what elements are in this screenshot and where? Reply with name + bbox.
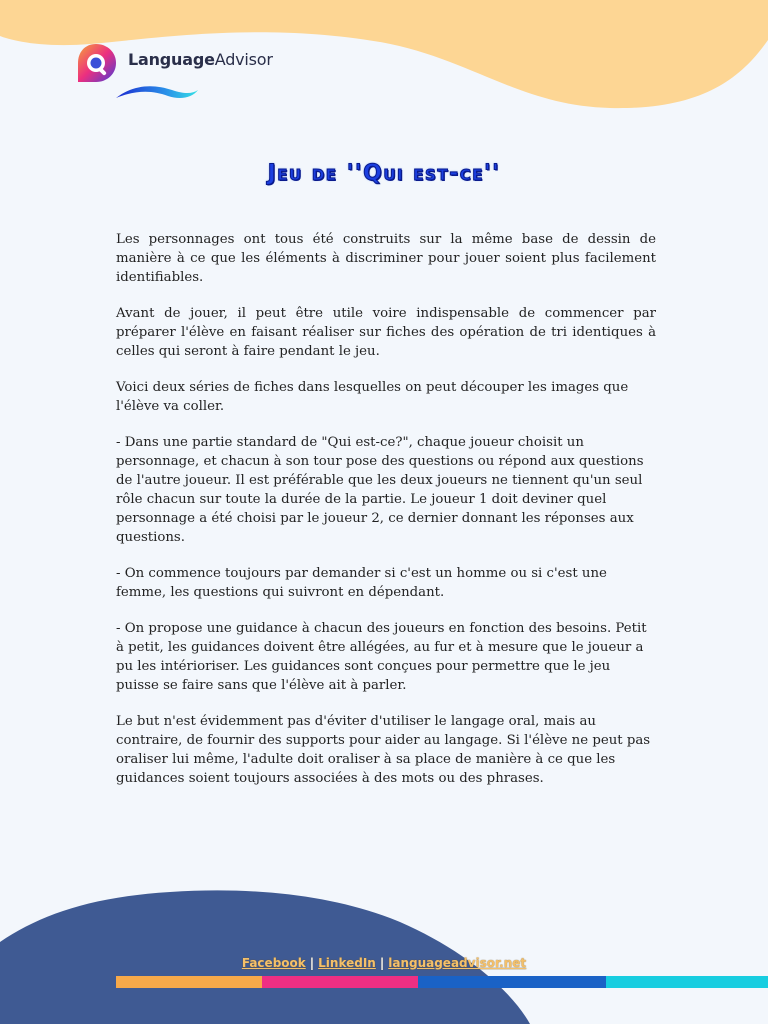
color-bar-cyan (606, 976, 768, 988)
brand-wave-icon (114, 80, 200, 102)
document-body (116, 230, 656, 805)
paragraph-6: - On propose une guidance à chacun des joueurs en fonction des besoins. Petit à petit, les guidances doivent être allégées, au fur et à mesure que le joueur a pu les intérioriser. Les guidances sont conçues pour permettre que le jeu puisse se faire sans que l'élève ait à parler. (116, 621, 647, 693)
paragraph-5: - On commence toujours par demander si c'est un homme ou si c'est une femme, les questions qui suivront en dépendant. (116, 566, 607, 600)
footer-color-bar (116, 976, 768, 988)
color-bar-pink (262, 976, 418, 988)
paragraph-2: Avant de jouer, il peut être utile voire indispensable de commencer par préparer l'élève en faisant réaliser sur fiches des opération de tri identiques à celles qui seront à faire pendant le jeu. (116, 306, 656, 359)
color-bar-blue (418, 976, 606, 988)
paragraph-1: Les personnages ont tous été construits sur la même base de dessin de manière à ce que les éléments à discriminer pour jouer soient plus facilement identifiables. (116, 232, 656, 285)
website-link[interactable]: languageadvisor.net (388, 956, 527, 970)
facebook-link[interactable]: Facebook (241, 956, 306, 970)
paragraph-4: - Dans une partie standard de "Qui est-ce?", chaque joueur choisit un personnage, et chacun à son tour pose des questions ou répond aux questions de l'autre joueur. Il est préférable que les deux joueurs ne tiennent qu'un seul rôle chacun sur toute la durée de la partie. Le joueur 1 doit deviner quel personnage a été choisi par le joueur 2, ce dernier donnant les réponses aux questions. (116, 435, 644, 545)
footer-separator: | (309, 956, 315, 970)
paragraph-3: Voici deux séries de fiches dans lesquelles on peut découper les images que l'élève va coller. (116, 380, 629, 414)
footer-links (0, 956, 768, 970)
footer-separator: | (379, 956, 385, 970)
brand-logo[interactable] (74, 42, 274, 104)
page-title: Jeu de ''Qui est-ce'' (267, 161, 501, 186)
color-bar-orange (116, 976, 262, 988)
paragraph-7: Le but n'est évidemment pas d'éviter d'utiliser le langage oral, mais au contraire, de fournir des supports pour aider au langage. Si l'élève ne peut pas oraliser lui même, l'adulte doit oraliser à sa place de manière à ce que les guidances soient toujours associées à des mots ou des phrases. (116, 714, 651, 786)
brand-name: LanguageAdvisor (128, 50, 273, 69)
linkedin-link[interactable]: LinkedIn (318, 956, 376, 970)
